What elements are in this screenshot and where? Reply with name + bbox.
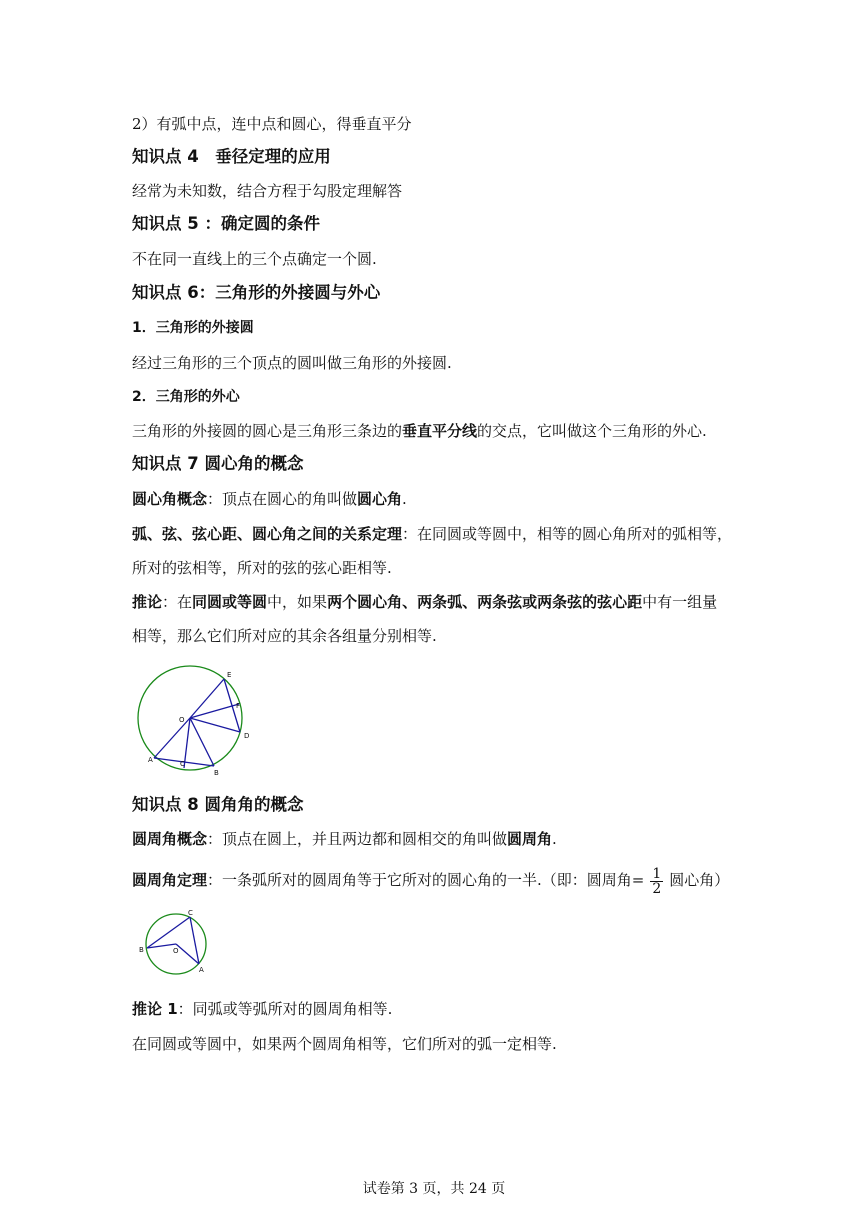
bold-term: 垂直平分线 <box>402 422 478 440</box>
text-line: 不在同一直线上的三个点确定一个圆. <box>132 250 377 268</box>
segment-od <box>190 718 240 732</box>
bold-term: 推论 <box>132 593 163 611</box>
text-span: ：同弧或等弧所对的圆周角相等. <box>177 1000 393 1018</box>
text-span: ：在同圆或等圆中，相等的圆心角所对的弧相等， <box>402 525 733 543</box>
text-line <box>132 829 557 849</box>
bold-term: 两个圆心角、两条弧、两条弦或两条弦的弦心距 <box>327 593 643 611</box>
text-line <box>132 592 717 612</box>
bold-term: 推论 1 <box>132 1000 178 1018</box>
text-span: 中，如果 <box>267 593 328 611</box>
label-f: F <box>236 702 241 710</box>
label-a: A <box>148 756 153 764</box>
segment-oc <box>184 718 190 768</box>
text-span: 的交点，它叫做这个三角形的外心. <box>477 422 707 440</box>
bold-term: 圆心角 <box>357 490 403 508</box>
text-span: 三角形的外接圆的圆心是三角形三条边的 <box>132 422 403 440</box>
text-line: 经常为未知数，结合方程于勾股定理解答 <box>132 182 403 200</box>
segment-cb <box>147 917 190 948</box>
bold-term: 同圆或等圆 <box>192 593 268 611</box>
label-b: B <box>214 769 219 777</box>
heading-knowledge-5: 知识点 5 ：确定圆的条件 <box>132 214 320 233</box>
text-line: 所对的弦相等，所对的弦的弦心距相等. <box>132 559 392 577</box>
text-line <box>132 421 707 441</box>
figure-inscribed-angle <box>136 908 216 978</box>
text-line: 2）有弧中点，连中点和圆心，得垂直平分 <box>132 115 412 133</box>
fraction-denominator: 2 <box>652 880 662 897</box>
figure-central-angles <box>132 662 262 782</box>
bold-term: 圆心角概念 <box>132 490 208 508</box>
segment-oa <box>154 718 190 758</box>
subheading: 1．三角形的外接圆 <box>132 320 254 336</box>
label-a: A <box>199 966 204 974</box>
heading-knowledge-4: 知识点 4 垂径定理的应用 <box>132 147 331 166</box>
segment-oe <box>190 679 224 718</box>
text-span: 中有一组量 <box>642 593 718 611</box>
text-span: ：一条弧所对的圆周角等于它所对的圆心角的一半.（即：圆周角= <box>207 871 645 889</box>
label-e: E <box>227 671 232 679</box>
heading-knowledge-6: 知识点 6：三角形的外接圆与外心 <box>132 283 381 302</box>
label-c: C <box>180 760 185 768</box>
label-c: C <box>188 909 193 917</box>
page-footer: 试卷第 3 页，共 24 页 <box>362 1181 506 1197</box>
label-d: D <box>244 732 250 740</box>
bold-term: 圆周角 <box>507 830 553 848</box>
text-line <box>132 862 729 898</box>
text-line: 相等，那么它们所对应的其余各组量分别相等. <box>132 627 437 645</box>
text-line <box>132 524 732 544</box>
fraction-numerator: 1 <box>652 865 662 882</box>
text-span: 圆心角） <box>669 871 730 889</box>
subheading: 2．三角形的外心 <box>132 389 240 405</box>
label-b: B <box>139 946 144 954</box>
text-span: . <box>552 830 557 848</box>
text-line <box>132 489 407 509</box>
bold-term: 圆周角概念 <box>132 830 208 848</box>
text-line: 经过三角形的三个顶点的圆叫做三角形的外接圆. <box>132 354 452 372</box>
text-span: ：顶点在圆上，并且两边都和圆相交的角叫做 <box>207 830 508 848</box>
text-span: ：顶点在圆心的角叫做 <box>207 490 358 508</box>
label-o: O <box>179 716 185 724</box>
heading-knowledge-8: 知识点 8 圆角角的概念 <box>132 795 304 814</box>
heading-knowledge-7: 知识点 7 圆心角的概念 <box>132 454 304 473</box>
bold-term: 圆周角定理 <box>132 871 208 889</box>
text-span: . <box>402 490 407 508</box>
segment-ob <box>190 718 214 766</box>
label-o: O <box>173 947 179 955</box>
text-line: 在同圆或等圆中，如果两个圆周角相等，它们所对的弧一定相等. <box>132 1035 557 1053</box>
text-span: ：在 <box>162 593 193 611</box>
bold-term: 弧、弦、弦心距、圆心角之间的关系定理 <box>132 525 403 543</box>
text-line <box>132 999 392 1019</box>
fraction-one-half <box>650 867 663 896</box>
